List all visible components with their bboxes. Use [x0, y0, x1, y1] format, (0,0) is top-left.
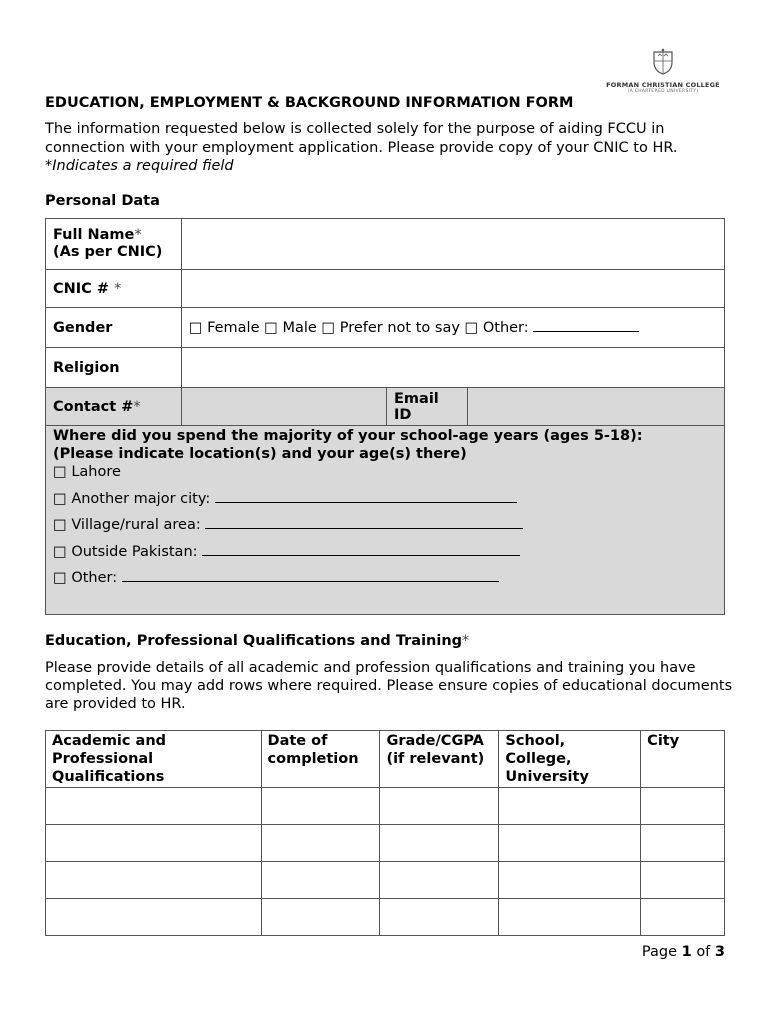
- table-cell[interactable]: [261, 825, 380, 862]
- location-instruction: (Please indicate location(s) and your age(s) there): [53, 446, 467, 462]
- table-row: [46, 862, 725, 899]
- email-field[interactable]: [467, 388, 724, 426]
- location-other-option[interactable]: □ Other:: [53, 569, 717, 587]
- education-intro: Please provide details of all academic and profession qualifications and training you have completed. You may add rows where required. Please ensure copies of educational documents are provided to HR.: [45, 660, 733, 712]
- table-cell[interactable]: [46, 788, 262, 825]
- table-cell[interactable]: [641, 862, 725, 899]
- education-table: [45, 730, 725, 936]
- contact-label: Contact #*: [46, 388, 182, 426]
- table-cell[interactable]: [380, 862, 499, 899]
- personal-data-heading: Personal Data: [45, 193, 160, 209]
- table-cell[interactable]: [641, 788, 725, 825]
- table-cell[interactable]: [641, 899, 725, 936]
- location-section: [46, 426, 725, 615]
- page-number: Page 1 of 3: [641, 944, 725, 960]
- college-crest-icon: [649, 48, 677, 76]
- col-header-qualifications: Academic and Professional Qualifications: [46, 731, 262, 788]
- table-cell[interactable]: [499, 788, 641, 825]
- form-title: EDUCATION, EMPLOYMENT & BACKGROUND INFORMATION FORM: [45, 95, 574, 111]
- gender-male-option[interactable]: □ Male: [264, 320, 317, 336]
- gender-options: [181, 308, 724, 348]
- table-row: [46, 825, 725, 862]
- table-cell[interactable]: [499, 899, 641, 936]
- col-header-city: City: [641, 731, 725, 788]
- table-cell[interactable]: [380, 788, 499, 825]
- college-logo: [604, 48, 722, 94]
- table-cell[interactable]: [499, 825, 641, 862]
- location-major-city-option[interactable]: □ Another major city:: [53, 490, 717, 508]
- location-village-option[interactable]: □ Village/rural area:: [53, 516, 717, 534]
- table-cell[interactable]: [380, 825, 499, 862]
- personal-data-table: [45, 218, 725, 615]
- table-cell[interactable]: [46, 862, 262, 899]
- table-row: [46, 899, 725, 936]
- full-name-label: Full Name* (As per CNIC): [46, 219, 182, 270]
- full-name-field[interactable]: [181, 219, 724, 270]
- table-cell[interactable]: [261, 788, 380, 825]
- contact-field[interactable]: [181, 388, 386, 426]
- gender-label: Gender: [46, 308, 182, 348]
- gender-other-option[interactable]: □ Other:: [464, 320, 529, 336]
- cnic-field[interactable]: [181, 270, 724, 308]
- required-note: *Indicates a required field: [45, 158, 234, 174]
- location-outside-pakistan-option[interactable]: □ Outside Pakistan:: [53, 543, 717, 561]
- table-cell[interactable]: [261, 899, 380, 936]
- table-cell[interactable]: [46, 899, 262, 936]
- col-header-school: School, College, University: [499, 731, 641, 788]
- location-lahore-option[interactable]: □ Lahore: [53, 464, 121, 480]
- logo-college-name: FORMAN CHRISTIAN COLLEGE: [606, 81, 720, 89]
- religion-label: Religion: [46, 348, 182, 388]
- table-cell[interactable]: [499, 862, 641, 899]
- gender-other-blank[interactable]: [533, 319, 639, 332]
- table-row: [46, 788, 725, 825]
- location-question: Where did you spend the majority of your school-age years (ages 5-18):: [53, 428, 643, 444]
- email-label: Email ID: [387, 388, 468, 426]
- form-intro: [45, 120, 735, 176]
- gender-female-option[interactable]: □ Female: [188, 320, 260, 336]
- intro-text: The information requested below is collected solely for the purpose of aiding FCCU in connection with your employment application. Please provide copy of your CNIC to HR.: [45, 121, 678, 156]
- table-cell[interactable]: [46, 825, 262, 862]
- col-header-date: Date of completion: [261, 731, 380, 788]
- col-header-grade: Grade/CGPA (if relevant): [380, 731, 499, 788]
- religion-field[interactable]: [181, 348, 724, 388]
- education-heading: Education, Professional Qualifications and Training*: [45, 633, 470, 649]
- table-cell[interactable]: [641, 825, 725, 862]
- gender-prefer-not-option[interactable]: □ Prefer not to say: [321, 320, 460, 336]
- logo-college-subtitle: (A CHARTERED UNIVERSITY): [627, 89, 699, 94]
- table-cell[interactable]: [380, 899, 499, 936]
- cnic-label: CNIC # *: [46, 270, 182, 308]
- table-cell[interactable]: [261, 862, 380, 899]
